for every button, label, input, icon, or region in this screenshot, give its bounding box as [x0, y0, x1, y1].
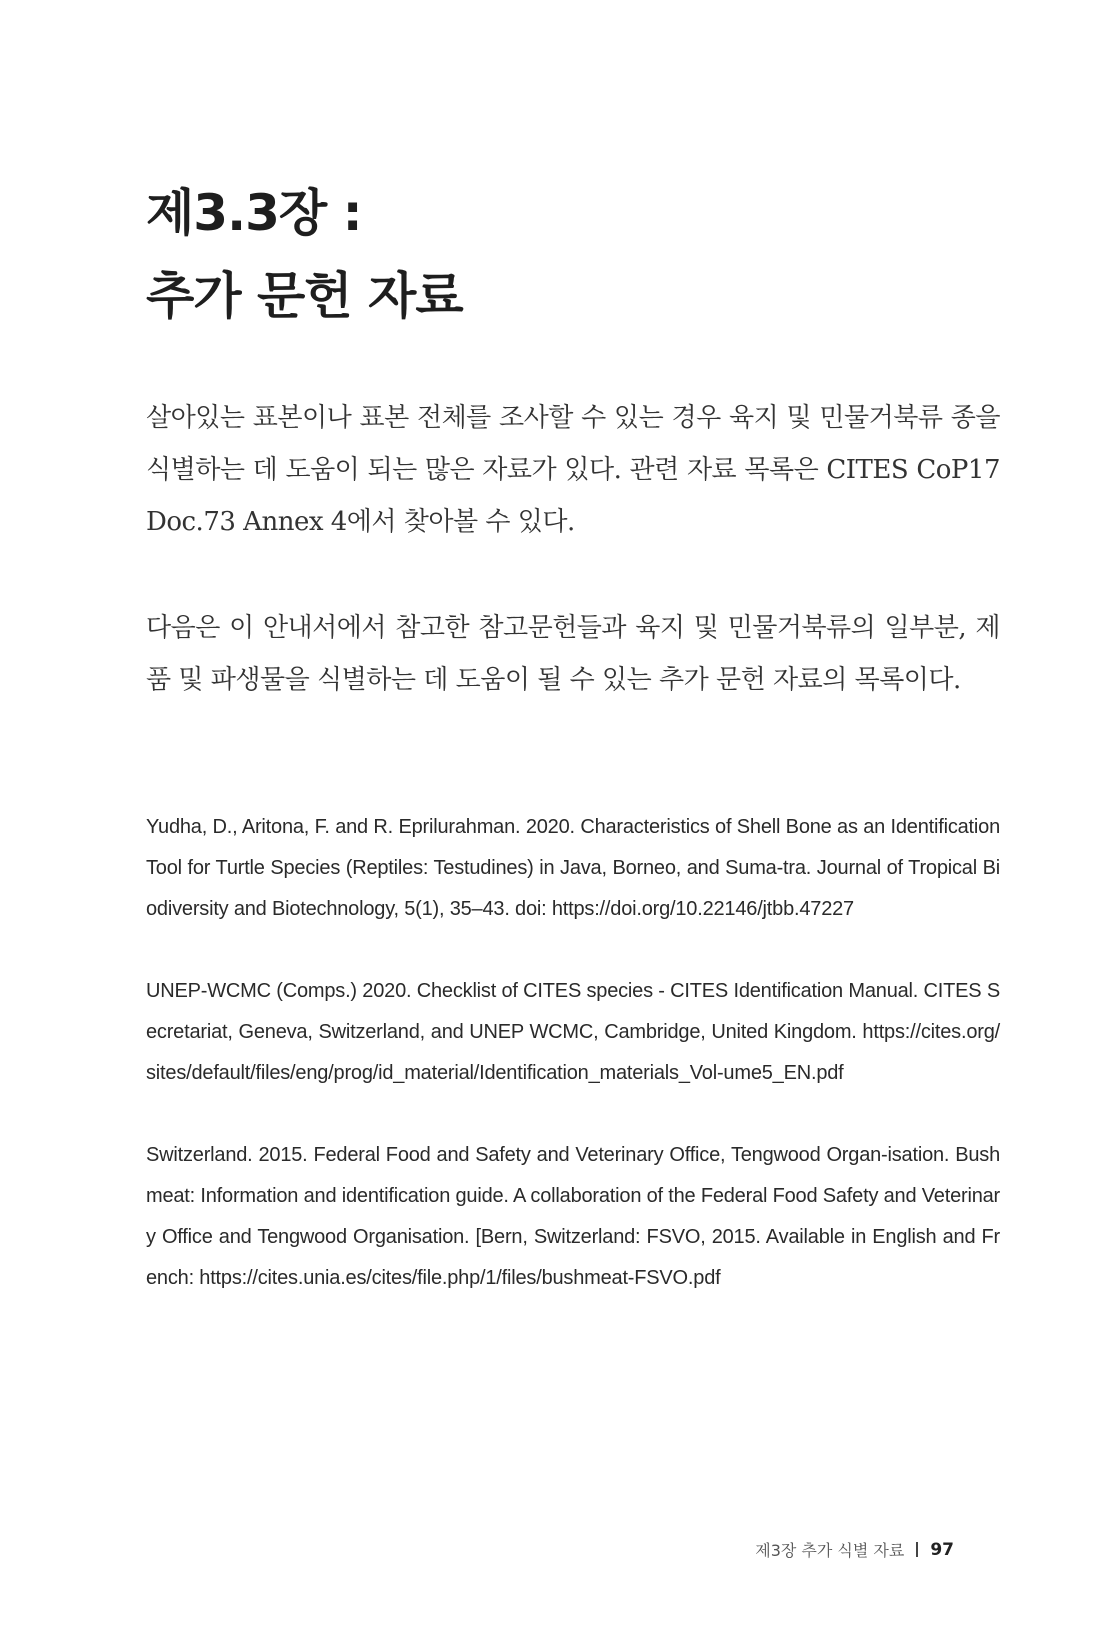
- reference-entry-switzerland: Switzerland. 2015. Federal Food and Safety and Veterinary Office, Tengwood Organ-isation. Bushmeat: Information and identification guide. A collaboration of the Federal Food Safety and Veterinary Office and Tengwood Organisation. [Bern, Switzerland: FSVO, 2015. Available in English and French: https://cites.unia.es/cites/file.php/1/files/bushmeat-FSVO.pdf: [146, 1144, 1000, 1289]
- footer-chapter-label: 제3장 추가 식별 자료: [755, 1541, 905, 1560]
- chapter-title: [146, 172, 463, 338]
- reference-entry-unep-wcmc: UNEP-WCMC (Comps.) 2020. Checklist of CITES species - CITES Identification Manual. CITES Secretariat, Geneva, Switzerland, and UNEP WCMC, Cambridge, United Kingdom. https://cites.org/sites/default/files/eng/prog/id_material/Identification_materials_Vol-ume5_EN.pdf: [146, 980, 1000, 1084]
- page-number: 97: [930, 1539, 954, 1560]
- reference-entry-yudha: Yudha, D., Aritona, F. and R. Eprilurahman. 2020. Characteristics of Shell Bone as an Identification Tool for Turtle Species (Reptiles: Testudines) in Java, Borneo, and Suma-tra. Journal of Tropical Biodiversity and Biotechnology, 5(1), 35–43. doi: https://doi.org/10.22146/jtbb.47227: [146, 816, 1000, 920]
- intro-paragraph-1: 살아있는 표본이나 표본 전체를 조사할 수 있는 경우 육지 및 민물거북류 종을 식별하는 데 도움이 되는 많은 자료가 있다. 관련 자료 목록은 CITES CoP17 Doc.73 Annex 4에서 찾아볼 수 있다.: [146, 403, 1000, 537]
- reference-list: [146, 807, 1000, 1340]
- page-footer: [755, 1538, 954, 1561]
- intro-paragraph-2: 다음은 이 안내서에서 참고한 참고문헌들과 육지 및 민물거북류의 일부분, 제품 및 파생물을 식별하는 데 도움이 될 수 있는 추가 문헌 자료의 목록이다.: [146, 613, 1000, 695]
- chapter-title-line2: 추가 문헌 자료: [146, 267, 463, 325]
- footer-separator: [916, 1542, 918, 1557]
- document-page: [146, 0, 1000, 1629]
- chapter-title-line1: 제3.3장 :: [146, 184, 362, 242]
